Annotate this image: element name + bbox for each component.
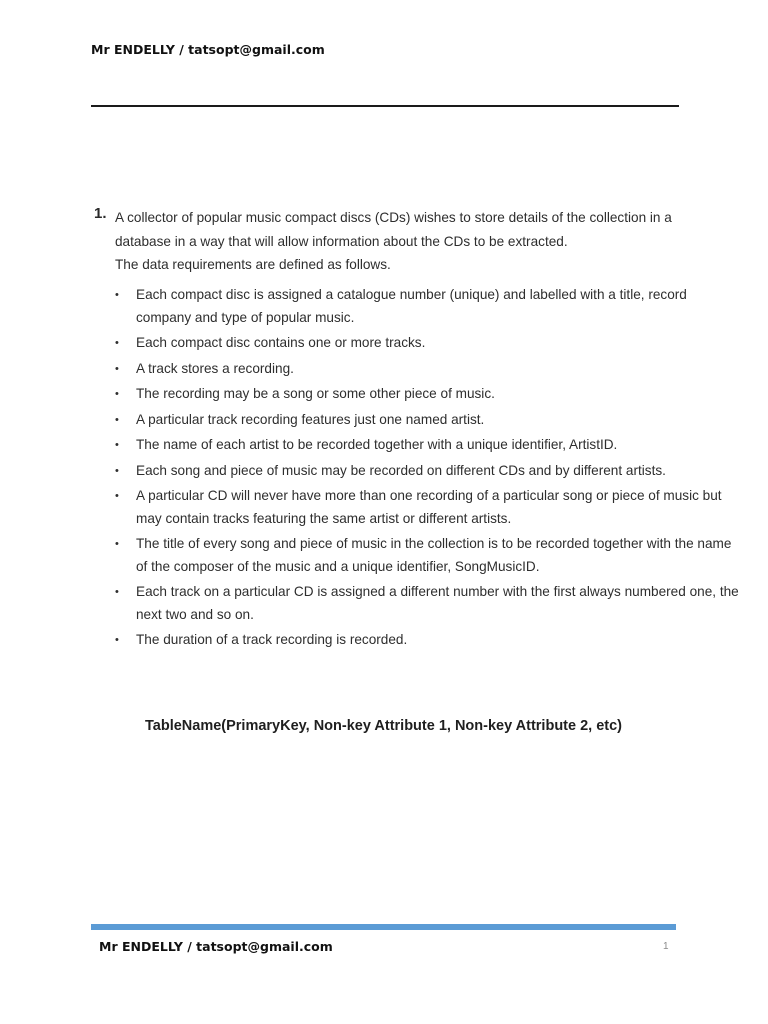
list-item <box>115 629 745 652</box>
list-item <box>115 460 745 483</box>
list-item <box>115 358 745 381</box>
question-subheading: The data requirements are defined as follows. <box>115 257 391 272</box>
bullet-icon: • <box>115 362 119 375</box>
bullet-icon: • <box>115 289 119 301</box>
bullet-icon: • <box>115 538 119 550</box>
requirement-text: A particular track recording features just one named artist. <box>136 411 485 427</box>
list-item <box>115 581 745 626</box>
bullet-icon: • <box>115 388 119 400</box>
list-item <box>115 332 745 355</box>
table-name-format: TableName(PrimaryKey, Non-key Attribute 1, Non-key Attribute 2, etc) <box>145 718 622 734</box>
bullet-icon: • <box>115 337 119 349</box>
bullet-icon: • <box>115 464 119 477</box>
requirement-text: The recording may be a song or some other piece of music. <box>136 386 495 401</box>
footer-divider <box>91 924 676 930</box>
list-item <box>115 533 745 578</box>
list-item <box>115 383 745 406</box>
requirements-list <box>115 284 745 655</box>
header-author-email: Mr ENDELLY / tatsopt@gmail.com <box>91 42 325 57</box>
list-item <box>115 434 745 457</box>
page-number: 1 <box>663 941 669 952</box>
list-item <box>115 284 745 329</box>
footer-author-email: Mr ENDELLY / tatsopt@gmail.com <box>99 939 333 954</box>
requirement-text: Each compact disc contains one or more tracks. <box>136 335 426 350</box>
question-number: 1. <box>94 205 107 222</box>
requirement-text: The title of every song and piece of music in the collection is to be recorded together with the name of the composer of the music and a unique identifier, SongMusicID. <box>136 536 732 574</box>
requirement-text: The duration of a track recording is recorded. <box>136 632 408 647</box>
bullet-icon: • <box>115 490 119 502</box>
bullet-icon: • <box>115 634 119 646</box>
bullet-icon: • <box>115 413 119 426</box>
list-item <box>115 485 745 530</box>
question-intro: A collector of popular music compact discs (CDs) wishes to store details of the collection in a database in a way that will allow information about the CDs to be extracted. <box>115 210 672 249</box>
requirement-text: Each track on a particular CD is assigned a different number with the first always numbered one, the next two and so on. <box>136 584 739 622</box>
requirement-text: Each song and piece of music may be recorded on different CDs and by different artists. <box>136 462 666 478</box>
requirement-text: A track stores a recording. <box>136 360 294 376</box>
header-divider <box>91 105 679 107</box>
requirement-text: The name of each artist to be recorded together with a unique identifier, ArtistID. <box>136 437 618 452</box>
bullet-icon: • <box>115 586 119 598</box>
requirement-text: Each compact disc is assigned a catalogue number (unique) and labelled with a title, record company and type of popular music. <box>136 287 687 325</box>
bullet-icon: • <box>115 439 119 451</box>
requirement-text: A particular CD will never have more than one recording of a particular song or piece of music but may contain tracks featuring the same artist or different artists. <box>136 488 722 526</box>
list-item <box>115 409 745 432</box>
